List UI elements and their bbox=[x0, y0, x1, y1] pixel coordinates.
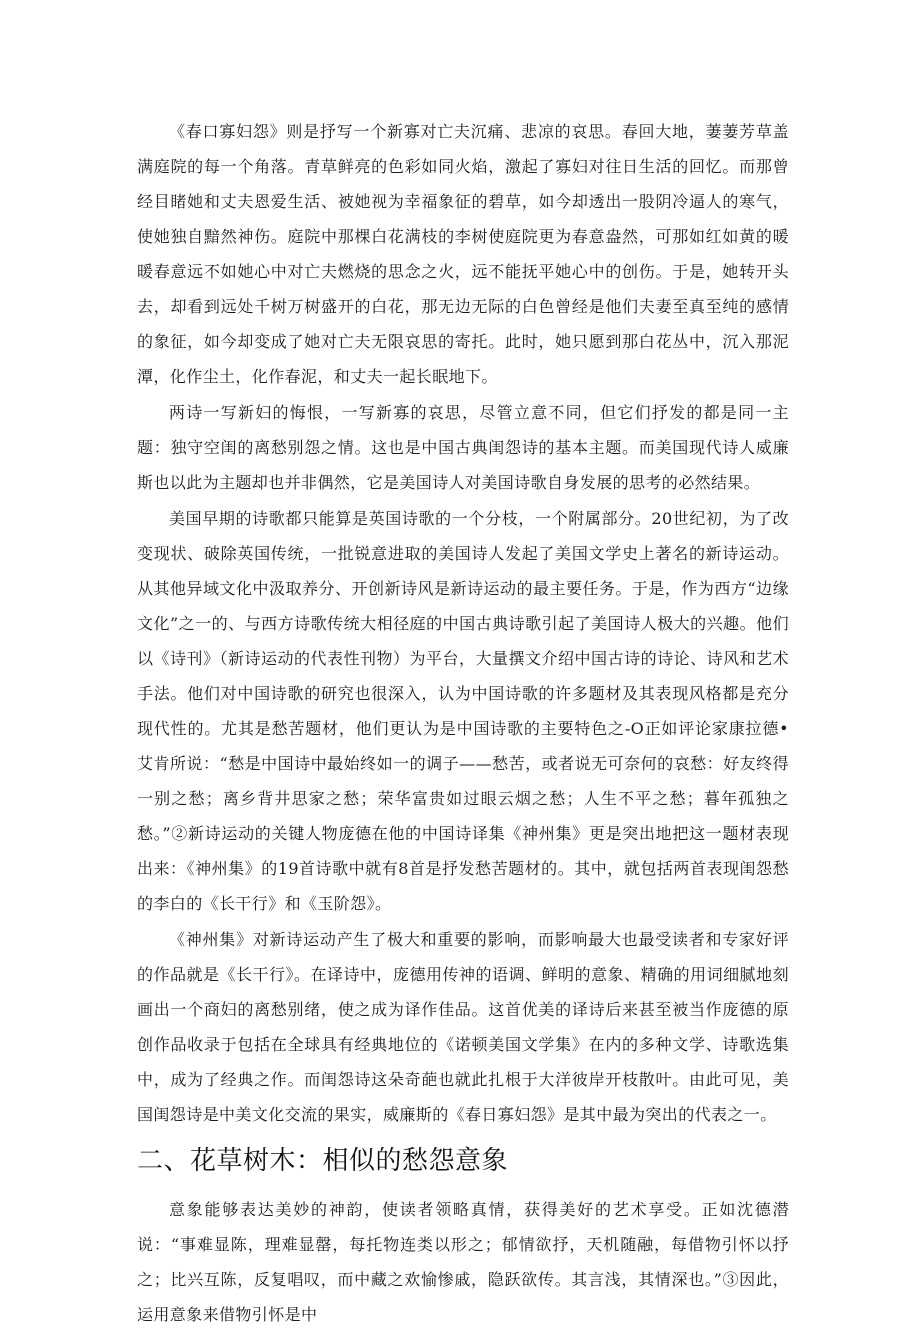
paragraph-cathay-influence: 《神州集》对新诗运动产生了极大和重要的影响，而影响最大也最受读者和专家好评的作品就是《长干行》。在译诗中，庞德用传神的语调、鲜明的意象、精确的用词细腻地刻画出一个商妇的离愁别绪，使之成为译作佳品。这首优美的译诗后来甚至被当作庞德的原创作品收录于包括在全球具有经典地位的《诺顿美国文学集》在内的多种文学、诗歌选集中，成为了经典之作。而闺怨诗这朵奇葩也就此扎根于大洋彼岸开枝散叶。由此可见，美国闺怨诗是中美文化交流的果实，威廉斯的《春日寡妇怨》是其中最为突出的代表之一。 bbox=[137, 930, 789, 1124]
section-heading: 二、花草树木：相似的愁怨意象 bbox=[137, 1146, 509, 1176]
paragraph-new-poetry-movement: 美国早期的诗歌都只能算是英国诗歌的一个分枝，一个附属部分。20世纪初，为了改变现状、破除英国传统，一批锐意进取的美国诗人发起了美国文学史上著名的新诗运动。从其他异域文化中汲取养分、开创新诗风是新诗运动的最主要任务。于是，作为西方“边缘文化”之一的、与西方诗歌传统大相径庭的中国古典诗歌引起了美国诗人极大的兴趣。他们以《诗刊》（新诗运动的代表性刊物）为平台，大量撰文介绍中国古诗的诗论、诗风和艺术手法。他们对中国诗歌的研究也很深入，认为中国诗歌的许多题材及其表现风格都是充分现代性的。尤其是愁苦题材，他们更认为是中国诗歌的主要特色之-O正如评论家康拉德•艾肯所说：“愁是中国诗中最始终如一的调子——愁苦，或者说无可奈何的哀愁：好友终得一别之愁；离乡背井思家之愁；荣华富贵如过眼云烟之愁；人生不平之愁；暮年孤独之愁。”②新诗运动的关键人物庞德在他的中国诗译集《神州集》更是突出地把这一题材表现出来：《神州集》的19首诗歌中就有8首是抒发愁苦题材的。其中，就包括两首表现闺怨愁的李白的《长干行》和《玉阶怨》。 bbox=[137, 509, 789, 913]
paragraph-theme: 两诗一写新妇的悔恨，一写新寡的哀思，尽管立意不同，但它们抒发的都是同一主题：独守空闺的离愁别怨之情。这也是中国古典闺怨诗的基本主题。而美国现代诗人威廉斯也以此为主题却也并非偶然，它是美国诗人对美国诗歌自身发展的思考的必然结果。 bbox=[137, 403, 789, 492]
paragraph-widow-lament: 《春口寡妇怨》则是抒写一个新寡对亡夫沉痛、悲凉的哀思。春回大地，萋萋芳草盖满庭院的每一个角落。青草鲜亮的色彩如同火焰，激起了寡妇对往日生活的回忆。而那曾经目睹她和丈夫恩爱生活、被她视为幸福象征的碧草，如今却透出一股阴冷逼人的寒气，使她独自黯然神伤。庭院中那棵白花满枝的李树使庭院更为春意盎然，可那如红如黄的暖暖春意远不如她心中对亡夫燃烧的思念之火，远不能抚平她心中的创伤。于是，她转开头去，却看到远处千树万树盛开的白花，那无边无际的白色曾经是他们夫妻至真至纯的感情的象征，如今却变成了她对亡夫无限哀思的寄托。此时，她只愿到那白花丛中，沉入那泥潭，化作尘土，化作春泥，和丈夫一起长眠地下。 bbox=[137, 122, 789, 386]
paragraph-imagery: 意象能够表达美妙的神韵，使读者领略真情，获得美好的艺术享受。正如沈德潜说：“事难显陈，理难显罄，每托物连类以形之；郁情欲抒，天机随融，每借物引怀以抒之；比兴互陈，反复唱叹，而中藏之欢愉惨戚，隐跃欲传。其言浅，其情深也。”③因此，运用意象来借物引怀是中 bbox=[137, 1200, 789, 1324]
body-text bbox=[137, 114, 789, 1332]
